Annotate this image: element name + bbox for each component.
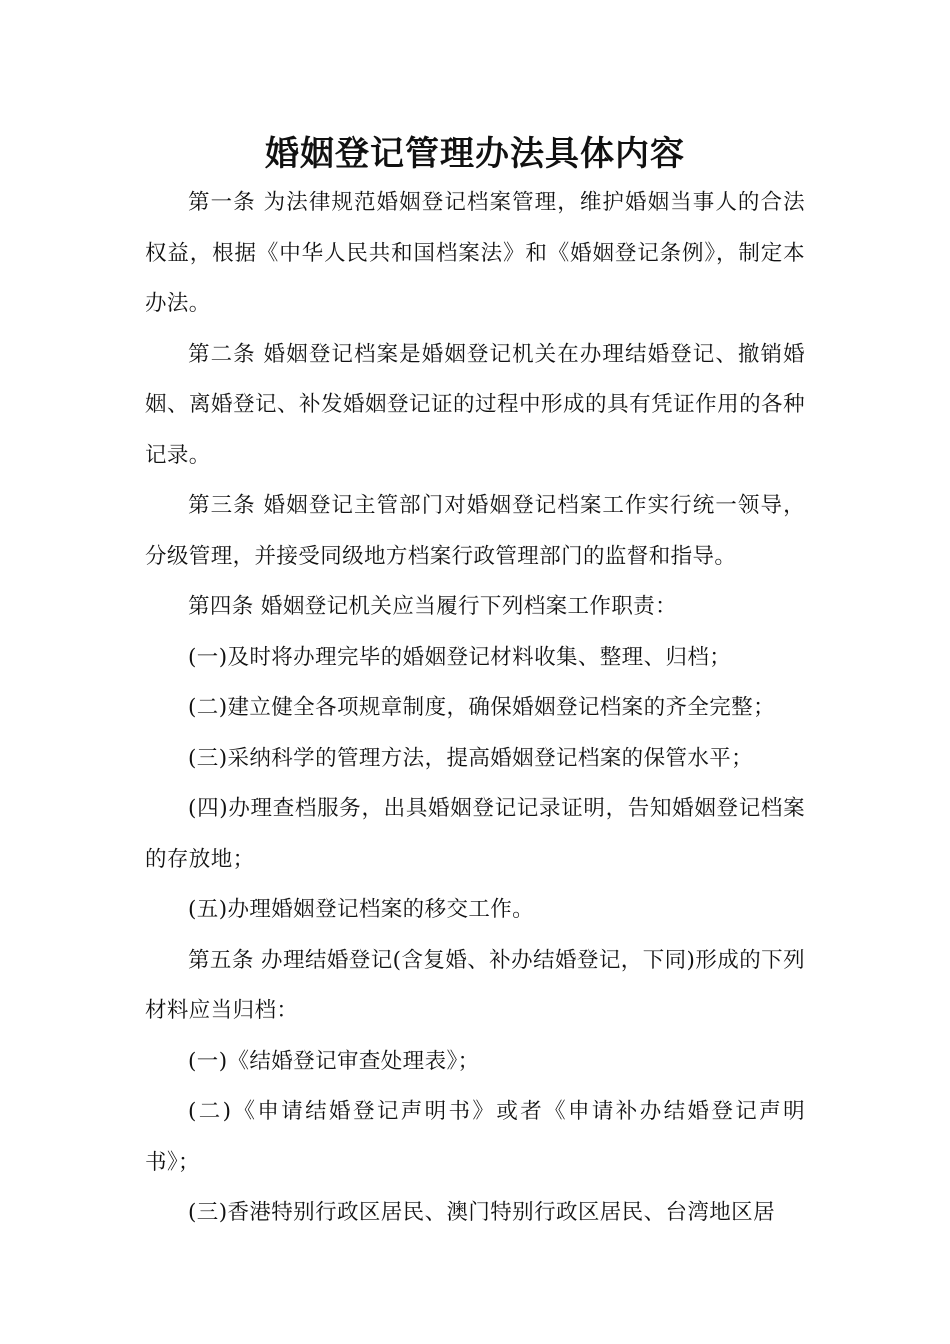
document-title: 婚姻登记管理办法具体内容 (265, 134, 685, 174)
article-3-paragraph: 第三条 婚姻登记主管部门对婚姻登记档案工作实行统一领导，分级管理，并接受同级地方档案行政管理部门的监督和指导。 (145, 493, 805, 569)
article-4-item-2: (二)建立健全各项规章制度，确保婚姻登记档案的齐全完整； (188, 695, 775, 720)
article-4-item-5: (五)办理婚姻登记档案的移交工作。 (188, 897, 535, 922)
article-4-item-3: (三)采纳科学的管理方法，提高婚姻登记档案的保管水平； (188, 745, 754, 771)
article-5-item-3: (三)香港特别行政区居民、澳门特别行政区居民、台湾地区居 (188, 1200, 775, 1225)
article-4-item-4: (四)办理查档服务，出具婚姻登记记录证明，告知婚姻登记档案的存放地； (145, 796, 805, 872)
article-4-paragraph: 第四条 婚姻登记机关应当履行下列档案工作职责： (188, 594, 678, 619)
article-4-item-1: (一)及时将办理完毕的婚姻登记材料收集、整理、归档； (188, 644, 732, 670)
article-5-item-2: (二)《申请结婚登记声明书》或者《申请补办结婚登记声明书》； (145, 1099, 805, 1175)
article-2-paragraph: 第二条 婚姻登记档案是婚姻登记机关在办理结婚登记、撤销婚姻、离婚登记、补发婚姻登记证的过程中形成的具有凭证作用的各种记录。 (145, 341, 805, 468)
document-body (145, 178, 805, 1239)
article-1-paragraph: 第一条 为法律规范婚姻登记档案管理，维护婚姻当事人的合法权益，根据《中华人民共和国档案法》和《婚姻登记条例》，制定本办法。 (145, 190, 805, 316)
article-5-item-1: (一)《结婚登记审查处理表》； (188, 1048, 480, 1074)
article-5-paragraph: 第五条 办理结婚登记(含复婚、补办结婚登记，下同)形成的下列材料应当归档： (145, 947, 805, 1023)
